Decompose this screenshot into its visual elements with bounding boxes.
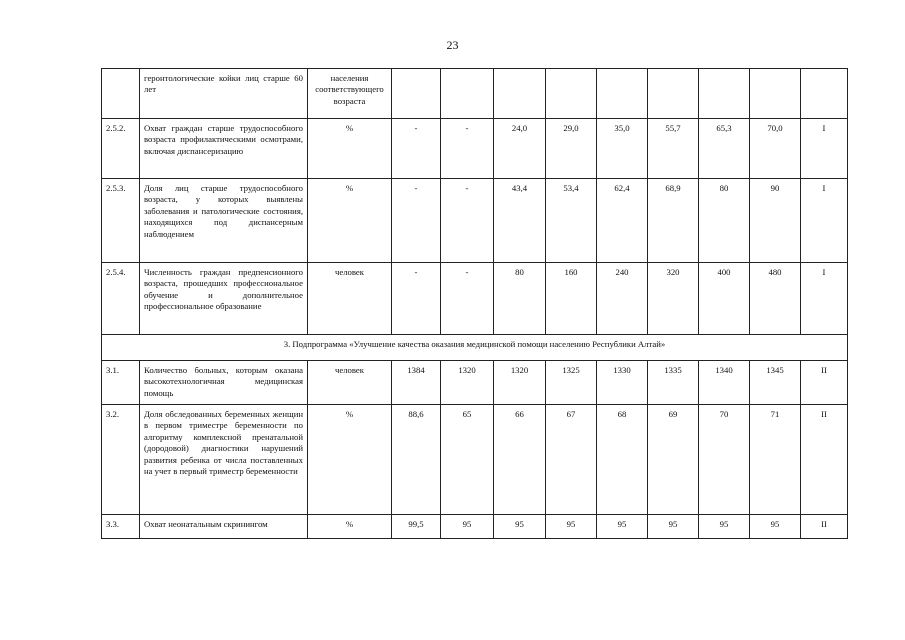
value-cell: 88,6 — [392, 405, 441, 515]
indicator-description: Численность граждан предпенсионного возраста, прошедших профессиональное обучение и дополнительное профессиональное образование — [140, 263, 308, 335]
type-cell: I — [801, 263, 848, 335]
row-number: 2.5.2. — [102, 119, 140, 179]
type-cell: II — [801, 515, 848, 539]
table-row — [102, 515, 848, 539]
value-cell: 95 — [699, 515, 750, 539]
value-cell: 68,9 — [648, 179, 699, 263]
unit-cell: человек — [308, 361, 392, 405]
value-cell: 29,0 — [546, 119, 597, 179]
row-number: 3.1. — [102, 361, 140, 405]
row-number — [102, 69, 140, 119]
value-cell: 1325 — [546, 361, 597, 405]
value-cell: 90 — [750, 179, 801, 263]
unit-cell: % — [308, 179, 392, 263]
value-cell: 1384 — [392, 361, 441, 405]
row-number: 2.5.3. — [102, 179, 140, 263]
table-row — [102, 69, 848, 119]
page-number: 23 — [446, 38, 459, 52]
value-cell: 1335 — [648, 361, 699, 405]
value-cell: - — [441, 263, 494, 335]
value-cell: 43,4 — [494, 179, 546, 263]
value-cell: 69 — [648, 405, 699, 515]
indicator-description: Охват неонатальным скринингом — [140, 515, 308, 539]
row-number: 2.5.4. — [102, 263, 140, 335]
value-cell: 160 — [546, 263, 597, 335]
value-cell: - — [441, 119, 494, 179]
value-cell: 240 — [597, 263, 648, 335]
value-cell: 400 — [699, 263, 750, 335]
value-cell — [648, 69, 699, 119]
value-cell: 68 — [597, 405, 648, 515]
value-cell — [750, 69, 801, 119]
type-cell: II — [801, 405, 848, 515]
indicator-description: геронтологические койки лиц старше 60 лет — [140, 69, 308, 119]
indicator-description: Охват граждан старше трудоспособного возраста профилактическими осмотрами, включая диспансеризацию — [140, 119, 308, 179]
type-cell: I — [801, 119, 848, 179]
value-cell: 65 — [441, 405, 494, 515]
unit-cell: % — [308, 405, 392, 515]
subprogram-title: 3. Подпрограмма «Улучшение качества оказания медицинской помощи населению Республики Алтай» — [102, 335, 848, 361]
value-cell: 320 — [648, 263, 699, 335]
value-cell: 70,0 — [750, 119, 801, 179]
value-cell: 55,7 — [648, 119, 699, 179]
value-cell: 62,4 — [597, 179, 648, 263]
type-cell: II — [801, 361, 848, 405]
value-cell: 71 — [750, 405, 801, 515]
value-cell: 35,0 — [597, 119, 648, 179]
value-cell: 95 — [597, 515, 648, 539]
value-cell: 1340 — [699, 361, 750, 405]
value-cell — [597, 69, 648, 119]
value-cell — [699, 69, 750, 119]
value-cell: 95 — [648, 515, 699, 539]
value-cell: 1345 — [750, 361, 801, 405]
table-row — [102, 405, 848, 515]
value-cell: 24,0 — [494, 119, 546, 179]
value-cell: 80 — [494, 263, 546, 335]
value-cell: 480 — [750, 263, 801, 335]
value-cell: 99,5 — [392, 515, 441, 539]
indicator-description: Доля лиц старше трудоспособного возраста, у которых выявлены заболевания и патологические состояния, находящихся под диспансерным наблюдением — [140, 179, 308, 263]
value-cell — [546, 69, 597, 119]
indicators-table — [101, 68, 848, 539]
value-cell: - — [392, 119, 441, 179]
value-cell: 1320 — [441, 361, 494, 405]
table-row — [102, 263, 848, 335]
value-cell — [441, 69, 494, 119]
unit-cell: человек — [308, 263, 392, 335]
section-header-row — [102, 335, 848, 361]
row-number: 3.2. — [102, 405, 140, 515]
value-cell: 95 — [546, 515, 597, 539]
value-cell: 65,3 — [699, 119, 750, 179]
value-cell: - — [392, 179, 441, 263]
table-row — [102, 119, 848, 179]
indicator-description: Количество больных, которым оказана высокотехнологичная медицинская помощь — [140, 361, 308, 405]
type-cell: I — [801, 179, 848, 263]
value-cell — [392, 69, 441, 119]
value-cell: 95 — [494, 515, 546, 539]
value-cell: 95 — [441, 515, 494, 539]
value-cell: - — [392, 263, 441, 335]
table-row — [102, 361, 848, 405]
value-cell: 53,4 — [546, 179, 597, 263]
value-cell: 80 — [699, 179, 750, 263]
value-cell: 70 — [699, 405, 750, 515]
value-cell: 95 — [750, 515, 801, 539]
value-cell: 1330 — [597, 361, 648, 405]
value-cell: 1320 — [494, 361, 546, 405]
type-cell — [801, 69, 848, 119]
value-cell: - — [441, 179, 494, 263]
value-cell — [494, 69, 546, 119]
value-cell: 66 — [494, 405, 546, 515]
indicator-description: Доля обследованных беременных женщин в первом триместре беременности по алгоритму комплексной пренатальной (дородовой) диагностики нарушений развития ребенка от числа поставленных на учет в первый триместр беременности — [140, 405, 308, 515]
table-row — [102, 179, 848, 263]
unit-cell: населения соответствующего возраста — [308, 69, 392, 119]
row-number: 3.3. — [102, 515, 140, 539]
unit-cell: % — [308, 119, 392, 179]
value-cell: 67 — [546, 405, 597, 515]
unit-cell: % — [308, 515, 392, 539]
